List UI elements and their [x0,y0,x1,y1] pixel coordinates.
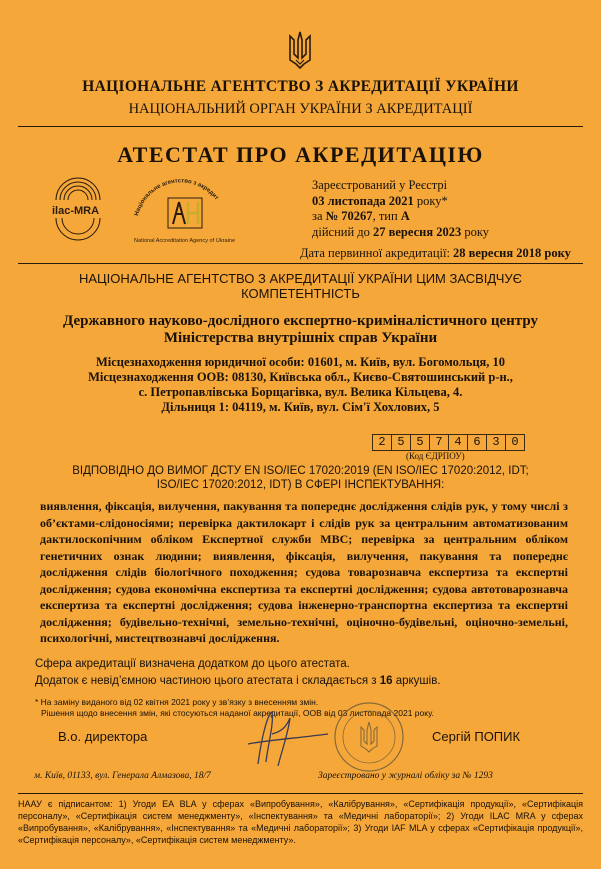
certificate-title: АТЕСТАТ ПРО АКРЕДИТАЦІЮ [117,142,484,167]
certifies-statement: НАЦІОНАЛЬНЕ АГЕНТСТВО З АКРЕДИТАЦІЇ УКРАЇНИ ЦИМ ЗАСВІДЧУЄ КОМПЕТЕНТНІСТЬ [78,271,523,301]
edrpou-digit: 5 [411,434,430,451]
footnote-decision: Рішення щодо внесення змін, які стосуються наданої акредитації, ООВ від 03 листопада 2021 року. [41,708,434,718]
edrpou-digit: 5 [392,434,411,451]
ilac-mra-text: ilac-MRA [52,205,100,217]
trident-emblem-icon [284,30,316,70]
registry-valid-line [312,225,489,241]
valid-suffix: року [461,224,489,239]
org-line-1: Державного науково-дослідного експертно-криміналістичного центру [62,313,538,329]
naau-arc-text: Національне агентство з акредит [134,178,220,217]
agency-title: НАЦІОНАЛЬНЕ АГЕНТСТВО З АКРЕДИТАЦІЇ УКРАЇНИ [82,78,519,95]
inspection-scope: виявлення, фіксація, вилучення, пакування та попереднє дослідження слідів рук, у тому числі з об’єктами-слідоносіями; перевірка дактилокарт і слідів рук за центральним автоматизованим дактилоскопічним обліком Експертної служби МВС; перевірка за центральним обліком генетичних ознак людини; виявлення, фіксація, вилучення, пакування та попереднє дослідження слідів біологічного походження; судова товарознавча експертиза та експертні дослідження; судова економічна експертиза та експертні дослідження; судова автотоварознавча експертиза та експертні дослідження; судова інженерно-транспортна експертиза та експертні дослідження; будівельно-технічні, земельно-технічні, оціночно-будівельні, оціночно-земельні, психологічні, мистецтвознавчі дослідження. [40,499,568,645]
registry-number-line [312,209,489,225]
agency-address: м. Київ, 01133, вул. Генерала Алмазова, 18/7 [34,771,211,781]
registry-date: 03 листопада 2021 [312,193,414,208]
standard-statement [60,464,541,492]
valid-date: 27 вересня 2023 [373,224,462,239]
registry-type-label: , тип [372,209,401,223]
first-date-label: Дата первинної акредитації: [300,246,454,260]
organization-name [20,313,581,347]
registry-type: А [400,209,410,223]
scope-note: Сфера акредитації визначена додатком до цього атестата. [35,658,350,670]
first-date-value: 28 вересня 2018 року [453,246,571,260]
org-line-2: Міністерства внутрішніх справ України [163,330,438,346]
annex-sheet-count: 16 [379,675,393,687]
signatory-title: В.о. директора [58,729,148,744]
registry-number: № 70267 [325,209,373,223]
edrpou-code [372,434,525,451]
header-divider [18,126,583,127]
annex-note-suffix: аркушів. [392,675,441,687]
agency-subtitle: НАЦІОНАЛЬНИЙ ОРГАН УКРАЇНИ З АКРЕДИТАЦІЇ [128,101,473,117]
accreditation-logos [48,170,258,250]
edrpou-digit: 4 [449,434,468,451]
signature-icon [228,704,338,774]
edrpou-digit: 7 [430,434,449,451]
ilac-mra-logo-icon [52,178,100,240]
edrpou-digit: 2 [372,434,392,451]
address-legal: Місцезнаходження юридичної особи: 01601, м. Київ, вул. Богомольця, 10 [95,355,506,369]
edrpou-digit: 3 [487,434,506,451]
registry-date-suffix: року* [413,193,448,208]
naau-caption: National Accreditation Agency of Ukraine [134,238,236,244]
signatory-name: Сергій ПОПИК [432,729,521,744]
address-site-1: Дільниця 1: 04119, м. Київ, вул. Сім'ї Хохлових, 5 [161,400,440,414]
valid-prefix: дійсний до [312,224,373,239]
edrpou-caption: (Код ЄДРПОУ) [406,451,465,461]
address-oov: Місцезнаходження ООВ: 08130, Київська обл., Києво-Святошинський р-н., [88,370,513,384]
official-seal-icon [332,700,406,774]
edrpou-digit: 0 [506,434,525,451]
footnote-replacement: * На заміну виданого від 02 квітня 2021 року у зв’язку з внесенням змін. [35,697,319,707]
annex-note [35,675,441,687]
registry-divider [18,263,583,264]
registry-block [312,178,489,240]
standard-line-2: ISO/IEC 17020:2012, IDT) В СФЕРІ ІНСПЕКТУВАННЯ: [156,479,445,491]
annex-note-prefix: Додаток є невід’ємною частиною цього атестата і складається з [35,675,380,687]
naau-signatory-statement: НААУ є підписантом: 1) Угоди EA BLA у сферах «Випробування», «Калібрування», «Сертифікація продукції», «Сертифікація персоналу», «Сертифікація систем менеджменту», «Інспектування» та «Медичні лабораторії»; 2) Угоди ILAC MRA у сферах «Випробування», «Калібрування», «Інспектування» та «Медичні лабораторії»; 3) Угоди IAF MLA у сферах «Сертифікація продукції», «Сертифікація персоналу», «Сертифікація систем менеджменту». [18,799,583,845]
addresses [20,355,581,415]
first-accreditation-date [300,246,571,261]
registry-date-line [312,194,489,210]
edrpou-digit: 6 [468,434,487,451]
registry-line: Зареєстрований у Реєстрі [312,178,448,192]
journal-registration: Зареєстровано у журналі обліку за № 1293 [318,771,493,781]
address-oov-cont: с. Петропавлівська Борщагівка, вул. Велика Кільцева, 4. [138,385,463,399]
registry-number-prefix: за [312,209,326,223]
footer-divider [18,793,583,794]
standard-line-1: ВІДПОВІДНО ДО ВИМОГ ДСТУ EN ISO/IEC 17020:2019 (EN ISO/IEC 17020:2012, IDT; [72,465,529,477]
